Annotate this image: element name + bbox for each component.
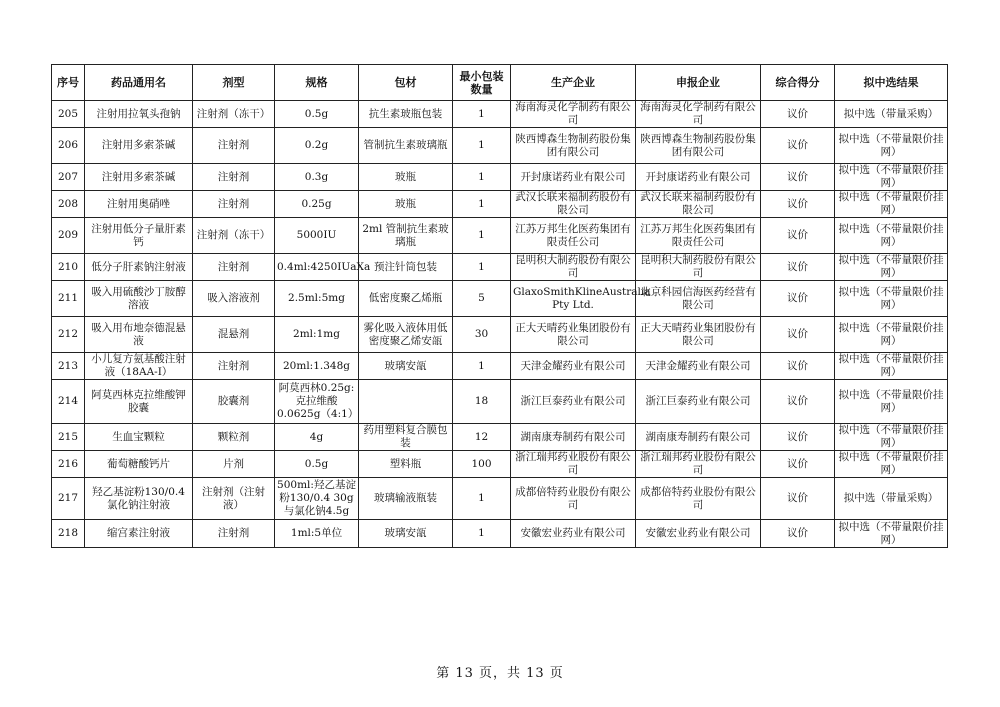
table-cell: 207 bbox=[52, 164, 85, 191]
table-cell: 1 bbox=[453, 218, 511, 254]
table-cell: 吸入用布地奈德混悬液 bbox=[85, 317, 193, 353]
table-cell: 注射用奥硝唑 bbox=[85, 191, 193, 218]
table-cell: 湖南康寿制药有限公司 bbox=[511, 424, 636, 451]
table-cell: 议价 bbox=[761, 254, 835, 281]
table-cell: 拟中选（不带量限价挂网） bbox=[835, 218, 948, 254]
table-cell: 218 bbox=[52, 520, 85, 548]
table-cell: 5 bbox=[453, 281, 511, 317]
table-cell: 抗生素玻瓶包装 bbox=[359, 101, 453, 128]
table-cell: 注射用多索茶碱 bbox=[85, 164, 193, 191]
table-cell: 正大天晴药业集团股份有限公司 bbox=[636, 317, 761, 353]
table-cell: 拟中选（不带量限价挂网） bbox=[835, 164, 948, 191]
table-cell: 拟中选（不带量限价挂网） bbox=[835, 520, 948, 548]
table-cell: 玻璃安瓿 bbox=[359, 520, 453, 548]
table-row bbox=[52, 218, 948, 254]
column-header: 剂型 bbox=[193, 65, 275, 101]
table-cell: 拟中选（不带量限价挂网） bbox=[835, 451, 948, 478]
table-row bbox=[52, 101, 948, 128]
table-cell: 1 bbox=[453, 164, 511, 191]
table-cell: 拟中选（不带量限价挂网） bbox=[835, 128, 948, 164]
table-cell: 12 bbox=[453, 424, 511, 451]
table-cell: 217 bbox=[52, 478, 85, 520]
table-cell: 2ml 管制抗生素玻璃瓶 bbox=[359, 218, 453, 254]
table-cell: 拟中选（带量采购） bbox=[835, 101, 948, 128]
table-cell: 玻瓶 bbox=[359, 164, 453, 191]
table-cell: 胶囊剂 bbox=[193, 380, 275, 424]
table-cell: 议价 bbox=[761, 424, 835, 451]
table-cell: 低分子肝素钠注射液 bbox=[85, 254, 193, 281]
table-cell: 吸入用硫酸沙丁胺醇溶液 bbox=[85, 281, 193, 317]
table-cell: 0.5g bbox=[275, 451, 359, 478]
table-cell: 216 bbox=[52, 451, 85, 478]
table-cell: 塑料瓶 bbox=[359, 451, 453, 478]
table-header-row bbox=[52, 65, 948, 101]
table-cell: 昆明积大制药股份有限公司 bbox=[636, 254, 761, 281]
table-cell: 215 bbox=[52, 424, 85, 451]
table-cell: 武汉长联来福制药股份有限公司 bbox=[636, 191, 761, 218]
table-cell: 开封康诺药业有限公司 bbox=[511, 164, 636, 191]
table-cell: 陕西博森生物制药股份集团有限公司 bbox=[511, 128, 636, 164]
page-number: 第 13 页，共 13 页 bbox=[436, 666, 564, 681]
table-cell: 陕西博森生物制药股份集团有限公司 bbox=[636, 128, 761, 164]
column-header: 申报企业 bbox=[636, 65, 761, 101]
table-cell: 羟乙基淀粉130/0.4氯化钠注射液 bbox=[85, 478, 193, 520]
table-cell: 管制抗生素玻璃瓶 bbox=[359, 128, 453, 164]
table-cell: 2ml:1mg bbox=[275, 317, 359, 353]
table-cell: 颗粒剂 bbox=[193, 424, 275, 451]
table-cell: 浙江瑞邦药业股份有限公司 bbox=[511, 451, 636, 478]
table-row bbox=[52, 424, 948, 451]
column-header: 拟中选结果 bbox=[835, 65, 948, 101]
table-cell: 拟中选（不带量限价挂网） bbox=[835, 281, 948, 317]
table-row bbox=[52, 128, 948, 164]
table-cell: 18 bbox=[453, 380, 511, 424]
table-cell: 天津金耀药业有限公司 bbox=[636, 353, 761, 380]
table-row bbox=[52, 191, 948, 218]
table-cell: 0.3g bbox=[275, 164, 359, 191]
table-cell: 雾化吸入液体用低密度聚乙烯安瓿 bbox=[359, 317, 453, 353]
table-cell: 吸入溶液剂 bbox=[193, 281, 275, 317]
table-cell: 正大天晴药业集团股份有限公司 bbox=[511, 317, 636, 353]
table-cell: 武汉长联来福制药股份有限公司 bbox=[511, 191, 636, 218]
table-cell: 0.4ml:4250IUaXa bbox=[275, 254, 359, 281]
table-cell: 药用塑料复合膜包装 bbox=[359, 424, 453, 451]
table-cell: 注射剂（注射液） bbox=[193, 478, 275, 520]
table-cell: 注射剂 bbox=[193, 191, 275, 218]
table-cell: 注射剂 bbox=[193, 353, 275, 380]
table-cell: 江苏万邦生化医药集团有限责任公司 bbox=[511, 218, 636, 254]
column-header: 包材 bbox=[359, 65, 453, 101]
table-cell: 北京科园信海医药经营有限公司 bbox=[636, 281, 761, 317]
column-header: 最小包装数量 bbox=[453, 65, 511, 101]
table-cell: 拟中选（不带量限价挂网） bbox=[835, 424, 948, 451]
table-cell: 2.5ml:5mg bbox=[275, 281, 359, 317]
table-cell: 海南海灵化学制药有限公司 bbox=[511, 101, 636, 128]
table-cell: 玻璃安瓿 bbox=[359, 353, 453, 380]
table-cell: 1 bbox=[453, 353, 511, 380]
table-cell bbox=[359, 380, 453, 424]
table-cell: 拟中选（不带量限价挂网） bbox=[835, 254, 948, 281]
table-cell: 213 bbox=[52, 353, 85, 380]
table-row bbox=[52, 164, 948, 191]
table-cell: 0.5g bbox=[275, 101, 359, 128]
table-cell: 214 bbox=[52, 380, 85, 424]
table-cell: 浙江巨泰药业有限公司 bbox=[636, 380, 761, 424]
table-cell: 206 bbox=[52, 128, 85, 164]
table-row bbox=[52, 478, 948, 520]
table-cell: 议价 bbox=[761, 191, 835, 218]
table-cell: 江苏万邦生化医药集团有限责任公司 bbox=[636, 218, 761, 254]
table-cell: 0.25g bbox=[275, 191, 359, 218]
table-cell: 玻璃输液瓶装 bbox=[359, 478, 453, 520]
table-cell: 拟中选（不带量限价挂网） bbox=[835, 191, 948, 218]
table-cell: 生血宝颗粒 bbox=[85, 424, 193, 451]
column-header: 药品通用名 bbox=[85, 65, 193, 101]
column-header: 序号 bbox=[52, 65, 85, 101]
table-row bbox=[52, 317, 948, 353]
table-cell: 注射用拉氧头孢钠 bbox=[85, 101, 193, 128]
table-cell: 4g bbox=[275, 424, 359, 451]
table-cell: 1 bbox=[453, 478, 511, 520]
table-cell: 议价 bbox=[761, 164, 835, 191]
table-cell: 议价 bbox=[761, 317, 835, 353]
table-cell: 拟中选（不带量限价挂网） bbox=[835, 317, 948, 353]
table-row bbox=[52, 520, 948, 548]
table-cell: 议价 bbox=[761, 218, 835, 254]
table-cell: 开封康诺药业有限公司 bbox=[636, 164, 761, 191]
table-cell: 205 bbox=[52, 101, 85, 128]
table-cell: 玻瓶 bbox=[359, 191, 453, 218]
table-cell: 1 bbox=[453, 191, 511, 218]
table-cell: 0.2g bbox=[275, 128, 359, 164]
table-cell: 拟中选（不带量限价挂网） bbox=[835, 380, 948, 424]
table-cell: 212 bbox=[52, 317, 85, 353]
table-cell: 注射剂（冻干） bbox=[193, 218, 275, 254]
table-cell: GlaxoSmithKlineAustralia Pty Ltd. bbox=[511, 281, 636, 317]
table-cell: 20ml:1.348g bbox=[275, 353, 359, 380]
table-cell: 1 bbox=[453, 254, 511, 281]
table-cell: 注射用低分子量肝素钙 bbox=[85, 218, 193, 254]
table-cell: 1 bbox=[453, 101, 511, 128]
table-cell: 208 bbox=[52, 191, 85, 218]
table-cell: 议价 bbox=[761, 101, 835, 128]
table-cell: 5000IU bbox=[275, 218, 359, 254]
table-cell: 阿莫西林克拉维酸钾胶囊 bbox=[85, 380, 193, 424]
table-cell: 注射剂 bbox=[193, 128, 275, 164]
table-cell: 低密度聚乙烯瓶 bbox=[359, 281, 453, 317]
table-cell: 500ml:羟乙基淀粉130/0.4 30g与氯化钠4.5g bbox=[275, 478, 359, 520]
table-cell: 拟中选（带量采购） bbox=[835, 478, 948, 520]
table-cell: 注射剂 bbox=[193, 520, 275, 548]
table-cell: 注射剂 bbox=[193, 164, 275, 191]
table-cell: 混悬剂 bbox=[193, 317, 275, 353]
table-cell: 浙江巨泰药业有限公司 bbox=[511, 380, 636, 424]
table-cell: 议价 bbox=[761, 380, 835, 424]
table-cell: 210 bbox=[52, 254, 85, 281]
table-cell: 葡萄糖酸钙片 bbox=[85, 451, 193, 478]
table-row bbox=[52, 353, 948, 380]
table-cell: 注射用多索茶碱 bbox=[85, 128, 193, 164]
table-cell: 安徽宏业药业有限公司 bbox=[511, 520, 636, 548]
table-cell: 昆明积大制药股份有限公司 bbox=[511, 254, 636, 281]
table-cell: 成都倍特药业股份有限公司 bbox=[636, 478, 761, 520]
table-cell: 湖南康寿制药有限公司 bbox=[636, 424, 761, 451]
table-cell: 海南海灵化学制药有限公司 bbox=[636, 101, 761, 128]
table-cell: 议价 bbox=[761, 281, 835, 317]
table-cell: 安徽宏业药业有限公司 bbox=[636, 520, 761, 548]
table-cell: 天津金耀药业有限公司 bbox=[511, 353, 636, 380]
table-cell: 注射剂（冻干） bbox=[193, 101, 275, 128]
column-header: 生产企业 bbox=[511, 65, 636, 101]
table-row bbox=[52, 254, 948, 281]
table-cell: 100 bbox=[453, 451, 511, 478]
table-cell: 1 bbox=[453, 128, 511, 164]
table-cell: 预注针筒包装 bbox=[359, 254, 453, 281]
table-cell: 注射剂 bbox=[193, 254, 275, 281]
table-row bbox=[52, 451, 948, 478]
column-header: 规格 bbox=[275, 65, 359, 101]
table-cell: 1ml:5单位 bbox=[275, 520, 359, 548]
table-cell: 成都倍特药业股份有限公司 bbox=[511, 478, 636, 520]
table-cell: 小儿复方氨基酸注射液（18AA-I） bbox=[85, 353, 193, 380]
table-cell: 209 bbox=[52, 218, 85, 254]
drug-selection-table bbox=[51, 64, 948, 548]
table-cell: 缩宫素注射液 bbox=[85, 520, 193, 548]
table-cell: 议价 bbox=[761, 478, 835, 520]
table-cell: 30 bbox=[453, 317, 511, 353]
table-cell: 拟中选（不带量限价挂网） bbox=[835, 353, 948, 380]
table-cell: 议价 bbox=[761, 128, 835, 164]
table-cell: 片剂 bbox=[193, 451, 275, 478]
table-row bbox=[52, 281, 948, 317]
table-cell: 阿莫西林0.25g:克拉维酸0.0625g（4:1） bbox=[275, 380, 359, 424]
table-cell: 211 bbox=[52, 281, 85, 317]
table-cell: 议价 bbox=[761, 520, 835, 548]
table-cell: 议价 bbox=[761, 353, 835, 380]
table-row bbox=[52, 380, 948, 424]
column-header: 综合得分 bbox=[761, 65, 835, 101]
table-cell: 1 bbox=[453, 520, 511, 548]
table-cell: 浙江瑞邦药业股份有限公司 bbox=[636, 451, 761, 478]
table-body bbox=[52, 101, 948, 548]
table-cell: 议价 bbox=[761, 451, 835, 478]
